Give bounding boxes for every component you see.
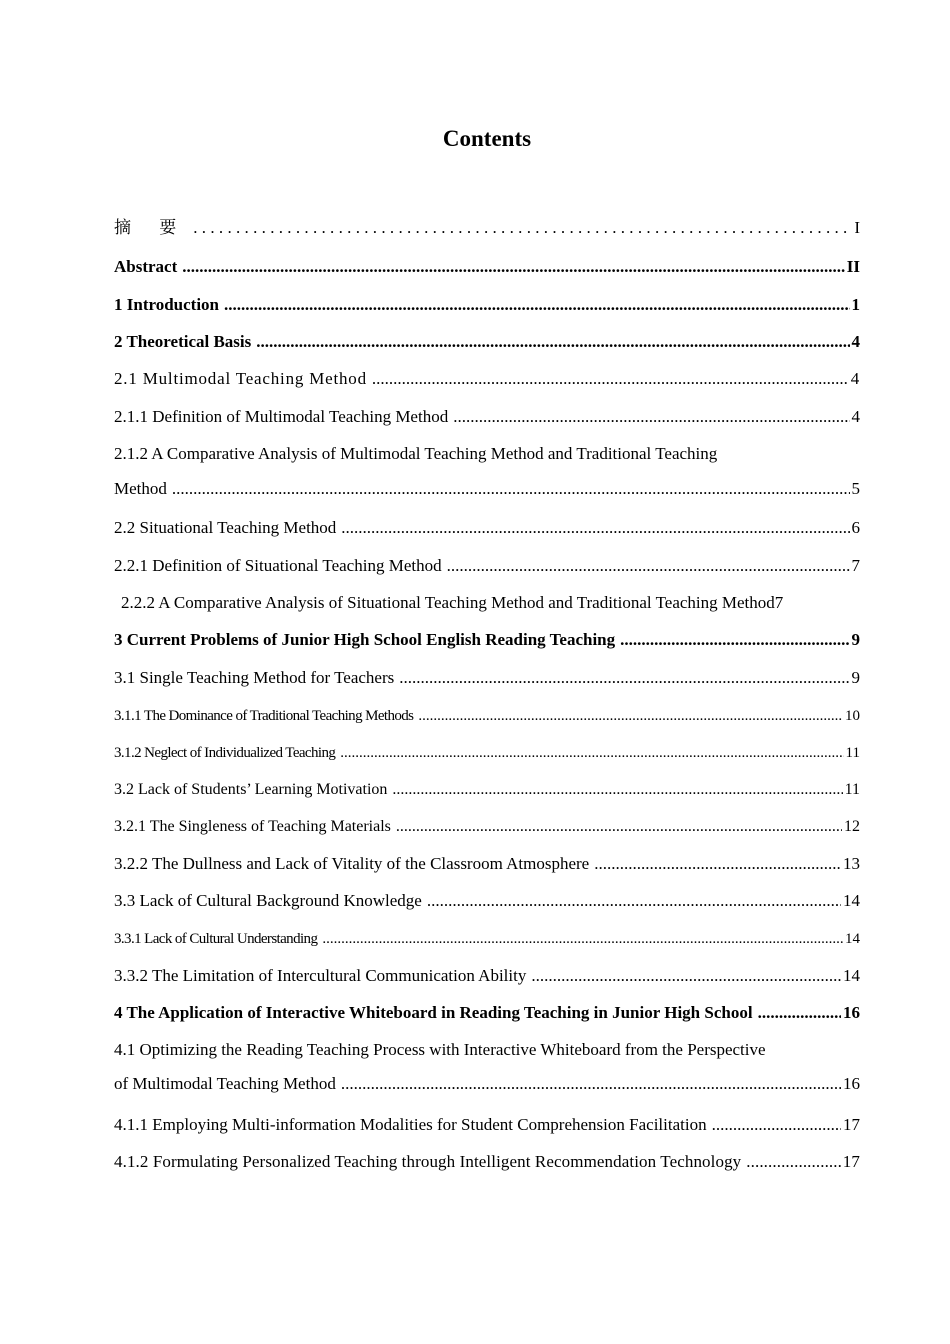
toc-page-number: 7 (774, 593, 784, 612)
toc-entry-4-1-line1[interactable]: 4.1 Optimizing the Reading Teaching Process with Interactive Whiteboard from the Perspective (114, 1040, 766, 1059)
toc-page-number: 11 (844, 781, 860, 798)
toc-entry-label: 3.1 Single Teaching Method for Teachers (114, 668, 395, 687)
dot-leader (427, 890, 841, 912)
dot-leader (341, 517, 849, 539)
dot-leader (182, 256, 845, 278)
toc-entry-3-2[interactable] (114, 779, 860, 801)
toc-entry-label: 2.2.2 A Comparative Analysis of Situational Teaching Method and Traditional Teaching Method (121, 593, 775, 612)
toc-page-number: 14 (845, 931, 860, 947)
toc-entry-2-2-2[interactable] (121, 592, 871, 614)
toc-entry-4-1-1[interactable] (114, 1114, 860, 1136)
toc-page-number: 17 (843, 1115, 860, 1134)
toc-page-number: 1 (851, 295, 860, 314)
toc-entry-label: 3.2.2 The Dullness and Lack of Vitality of the Classroom Atmosphere (114, 854, 590, 873)
toc-entry-2-1[interactable] (114, 368, 860, 390)
dot-leader (392, 779, 842, 801)
toc-page-number: 5 (851, 479, 860, 498)
dot-leader (453, 406, 849, 428)
dot-leader (341, 1073, 841, 1095)
toc-page-number: 4 (850, 369, 860, 388)
toc-page-number: 4 (851, 332, 860, 351)
toc-entry-4-1-2[interactable] (114, 1151, 860, 1173)
dot-leader (746, 1151, 841, 1173)
dot-leader (224, 294, 849, 316)
toc-page-number: 9 (851, 668, 860, 687)
toc-entry-3-2-2[interactable] (114, 853, 860, 875)
toc-entry-2-2[interactable] (114, 517, 860, 539)
toc-entry-label: 4.1.1 Employing Multi-information Modalities for Student Comprehension Facilitation (114, 1115, 707, 1134)
toc-entry-label: 3.2 Lack of Students’ Learning Motivation (114, 781, 388, 798)
toc-entry-label: 4.1.2 Formulating Personalized Teaching through Intelligent Recommendation Technology (114, 1152, 742, 1171)
dot-leader (322, 928, 843, 950)
toc-page-number: 16 (843, 1074, 860, 1093)
dot-leader (396, 816, 842, 838)
dot-leader (340, 742, 843, 764)
toc-page-number: 6 (851, 518, 860, 537)
toc-entry-abstract[interactable] (114, 256, 860, 278)
toc-entry-label: 3.3 Lack of Cultural Background Knowledge (114, 891, 422, 910)
toc-page-number: I (854, 218, 860, 237)
toc-entry-label: 2.2 Situational Teaching Method (114, 518, 337, 537)
toc-entry-3-3-1[interactable] (114, 928, 860, 950)
toc-page-number: 14 (843, 966, 860, 985)
toc-page-number: 10 (845, 708, 860, 724)
toc-page-number: 12 (844, 818, 860, 835)
toc-entry-label: Method (114, 479, 167, 498)
toc-entry-4-1[interactable] (114, 1073, 860, 1095)
toc-entry-2-1-2-line1[interactable]: 2.1.2 A Comparative Analysis of Multimodal Teaching Method and Traditional Teaching (114, 444, 718, 463)
dot-leader (447, 555, 850, 577)
toc-entry-2-1-1[interactable] (114, 406, 860, 428)
toc-entry-label: 4 The Application of Interactive Whiteboard in Reading Teaching in Junior High School (114, 1003, 753, 1022)
toc-page-number: II (846, 257, 860, 276)
dot-leader (620, 629, 849, 651)
toc-entry-label: 摘 要 (114, 218, 189, 237)
toc-entry-3-1-2[interactable] (114, 742, 860, 764)
toc-entry-3-3-2[interactable] (114, 965, 860, 987)
toc-entry-abstract-chinese[interactable] (114, 217, 860, 239)
toc-entry-label: of Multimodal Teaching Method (114, 1074, 336, 1093)
toc-entry-2-2-1[interactable] (114, 555, 860, 577)
toc-entry-2-1-2[interactable] (114, 478, 860, 500)
dot-leader (193, 217, 852, 239)
toc-page-number: 9 (851, 630, 860, 649)
toc-entry-3[interactable] (114, 629, 860, 651)
dot-leader (256, 331, 849, 353)
toc-page-number: 7 (851, 556, 860, 575)
toc-entry-4[interactable] (114, 1002, 860, 1024)
toc-entry-label: 2.1 Multimodal Teaching Method (114, 369, 367, 388)
dot-leader (418, 705, 843, 727)
dot-leader (712, 1114, 841, 1136)
dot-leader (531, 965, 841, 987)
dot-leader (172, 478, 850, 500)
dot-leader (399, 667, 849, 689)
toc-entry-3-1-1[interactable] (114, 705, 860, 727)
toc-entry-label: 3.3.1 Lack of Cultural Understanding (114, 931, 318, 947)
dot-leader (594, 853, 841, 875)
toc-entry-1[interactable] (114, 294, 860, 316)
toc-page-number: 13 (843, 854, 860, 873)
toc-entry-3-2-1[interactable] (114, 816, 860, 838)
toc-entry-2[interactable] (114, 331, 860, 353)
toc-entry-3-3[interactable] (114, 890, 860, 912)
toc-page-number: 17 (842, 1152, 860, 1171)
toc-page-number: 16 (843, 1003, 860, 1022)
toc-page-number: 14 (843, 891, 860, 910)
toc-entry-label: 2.2.1 Definition of Situational Teaching Method (114, 556, 442, 575)
toc-entry-label: 3.3.2 The Limitation of Intercultural Communication Ability (114, 966, 527, 985)
page-title: Contents (442, 126, 532, 151)
toc-entry-label: 3.2.1 The Singleness of Teaching Materials (114, 818, 391, 835)
toc-entry-label: 3.1.1 The Dominance of Traditional Teaching Methods (114, 708, 414, 724)
toc-entry-label: 3.1.2 Neglect of Individualized Teaching (114, 745, 336, 761)
dot-leader (758, 1002, 841, 1024)
toc-entry-3-1[interactable] (114, 667, 860, 689)
dot-leader (372, 368, 849, 390)
toc-page-number: 4 (851, 407, 860, 426)
toc-page-number: 11 (845, 745, 860, 761)
toc-entry-label: 1 Introduction (114, 295, 220, 314)
toc-entry-label: 2.1.1 Definition of Multimodal Teaching Method (114, 407, 449, 426)
toc-entry-label: 2 Theoretical Basis (114, 332, 252, 351)
toc-entry-label: Abstract (114, 257, 178, 276)
toc-entry-label: 3 Current Problems of Junior High School English Reading Teaching (114, 630, 616, 649)
